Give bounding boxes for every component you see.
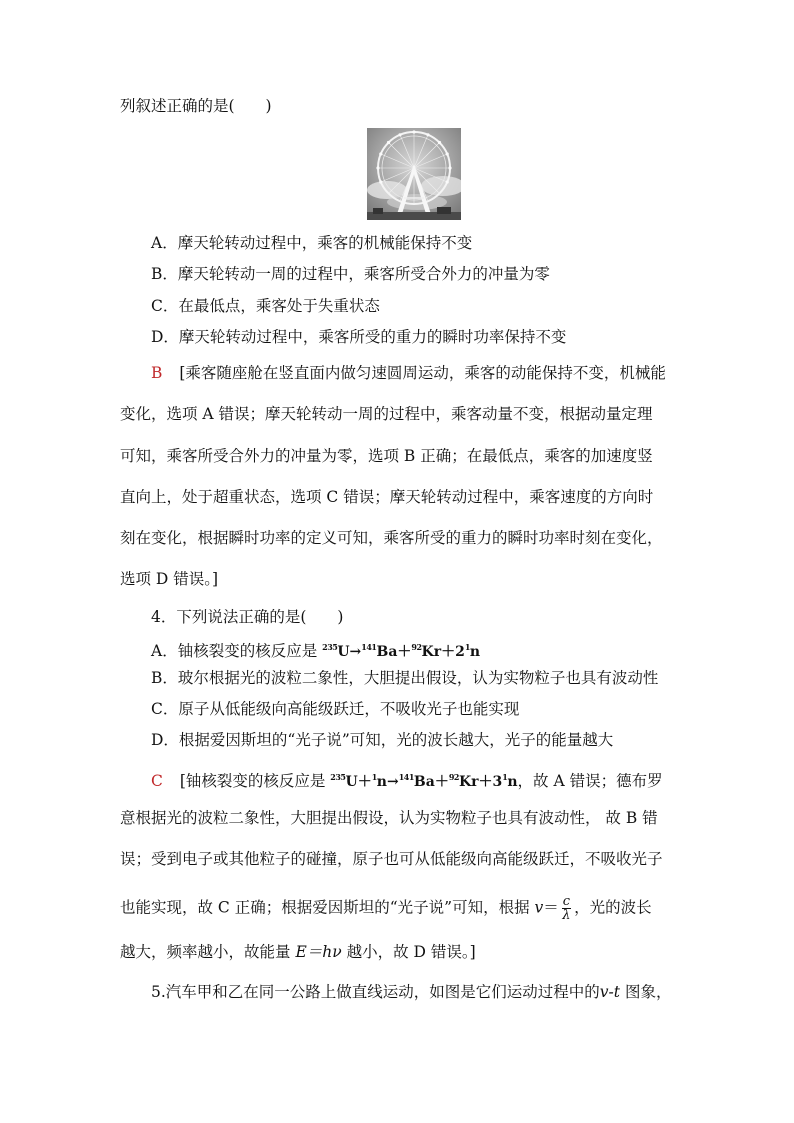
- q3-explanation-line-5: 刻在变化，根据瞬时功率的定义可知，乘客所受的重力的瞬时功率时刻在变化，: [120, 529, 663, 547]
- q3-explanation-line-6: 选项 D 错误。]: [120, 570, 219, 588]
- q4-explanation-line-5: 越大，频率越小，故能量 E＝hν 越小，故 D 错误。]: [120, 943, 476, 961]
- q4-option-b: B．玻尔根据光的波粒二象性，大胆提出假设，认为实物粒子也具有波动性: [151, 669, 659, 687]
- q3-option-b: B．摩天轮转动一周的过程中，乘客所受合外力的冲量为零: [151, 265, 550, 283]
- q4-stem: 4．下列说法正确的是( ): [151, 608, 344, 626]
- q3-explanation-line-2: 变化，选项 A 错误；摩天轮转动一周的过程中，乘客动量不变，根据动量定理: [120, 405, 653, 423]
- q4-answer-letter: C: [151, 772, 163, 790]
- q4-option-a: A．铀核裂变的核反应是 $^{235}U\to^{141}Ba+^{92}Kr+2^1n$: [151, 642, 481, 660]
- q3-explanation-line-4: 直向上，处于超重状态，选项 C 错误；摩天轮转动过程中，乘客速度的方向时: [120, 488, 654, 506]
- q4-option-c: C．原子从低能级向高能级跃迁，不吸收光子也能实现: [151, 700, 520, 718]
- q3-option-c: C．在最低点，乘客处于失重状态: [151, 297, 380, 315]
- ferris-wheel-photo: [367, 128, 461, 220]
- q4-explanation-line-1: C [铀核裂变的核反应是 $^{235}U+^1n\to^{141}Ba+^{92}Kr+3^1n$，故 A 错误；德布罗: [151, 772, 663, 790]
- wavelength-fraction: $\frac{c}{\lambda}$: [562, 894, 571, 923]
- q4-explanation-line-3: 误；受到电子或其他粒子的碰撞，原子也可从低能级向高能级跃迁，不吸收光子: [120, 850, 663, 868]
- q3-option-a: A．摩天轮转动过程中，乘客的机械能保持不变: [151, 234, 473, 252]
- q4-explanation-line-4: 也能实现，故 C 正确；根据爱因斯坦的“光子说”可知，根据 v＝ $\frac{c}{\lambda}$ ，光的波长: [120, 894, 652, 923]
- q3-explanation-text: [乘客随座舱在竖直面内做匀速圆周运动，乘客的动能保持不变，机械能: [179, 364, 666, 382]
- q3-answer-letter: B: [151, 364, 163, 382]
- ferris-wheel-icon: [367, 128, 461, 220]
- q3-option-d: D．摩天轮转动过程中，乘客所受的重力的瞬时功率保持不变: [151, 328, 567, 346]
- q4-explanation-line-2: 意根据光的波粒二象性，大胆提出假设，认为实物粒子也具有波动性， 故 B 错: [120, 809, 658, 827]
- q4-option-d: D．根据爱因斯坦的“光子说”可知，光的波长越大，光子的能量越大: [151, 731, 614, 749]
- q3-explanation-line-3: 可知，乘客所受合外力的冲量为零，选项 B 正确；在最低点，乘客的加速度竖: [120, 447, 653, 465]
- q5-stem: 5.汽车甲和乙在同一公路上做直线运动，如图是它们运动过程中的v-t 图象，: [151, 983, 672, 1001]
- q3-stem-tail: 列叙述正确的是( ): [120, 97, 272, 115]
- q3-explanation-line-1: [151, 363, 666, 383]
